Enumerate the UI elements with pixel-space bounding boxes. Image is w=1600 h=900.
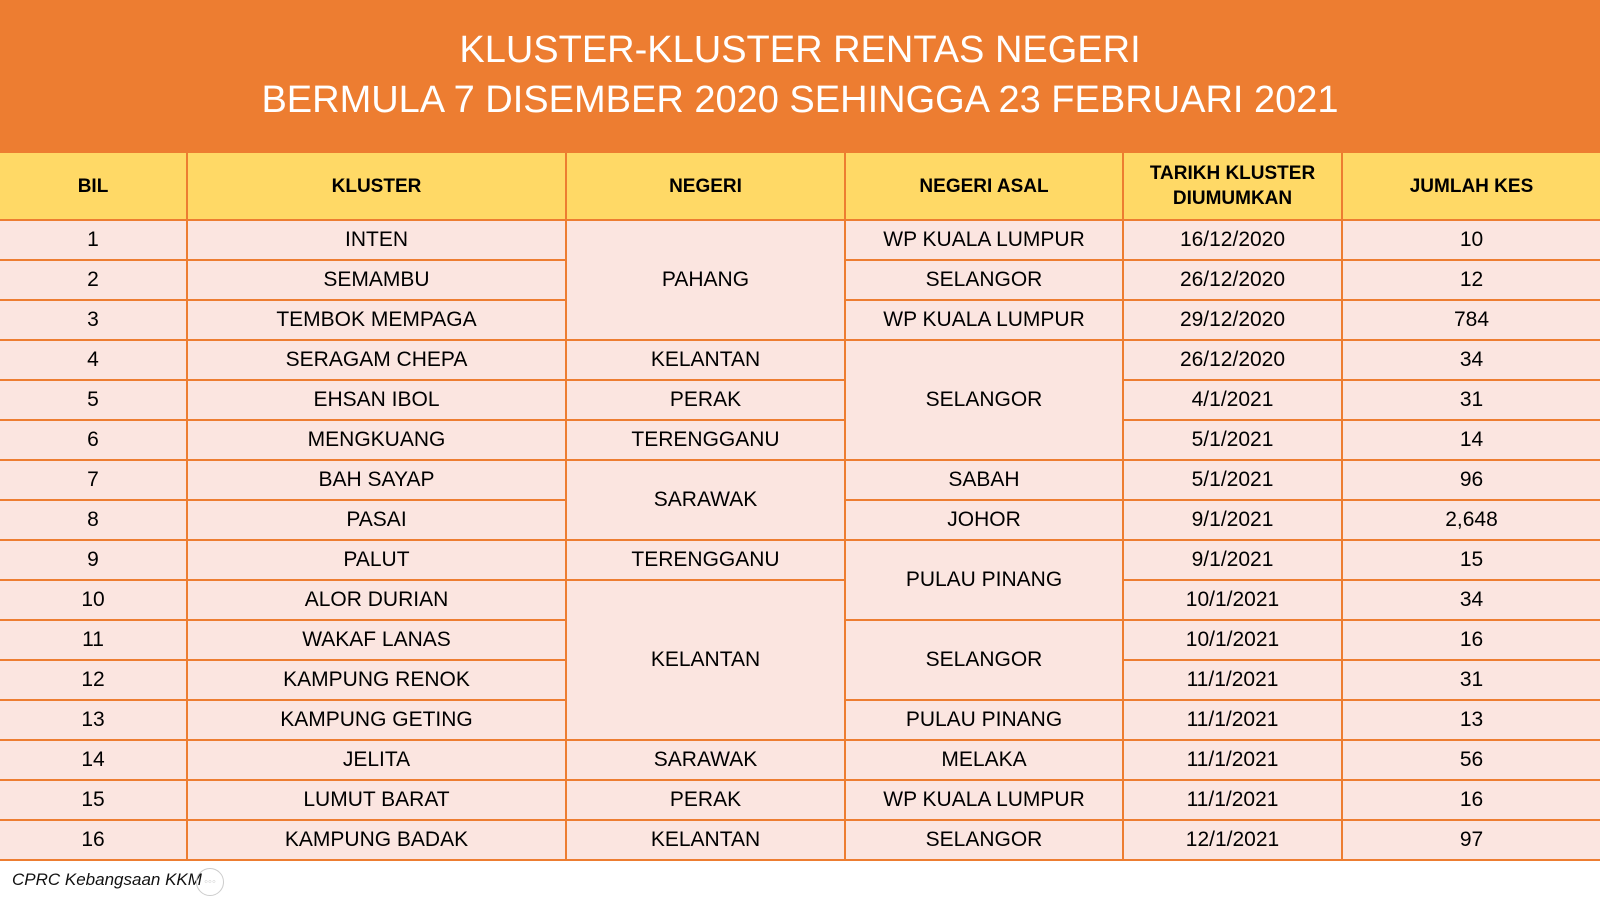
cell-negeri: KELANTAN (566, 820, 845, 860)
table-row (0, 460, 1600, 500)
cell-tarikh: 5/1/2021 (1123, 460, 1342, 500)
cell-kluster: SERAGAM CHEPA (187, 340, 566, 380)
table-row (0, 420, 1600, 460)
cell-bil: 11 (0, 620, 187, 660)
cluster-table (0, 151, 1600, 861)
cell-negeri: KELANTAN (566, 340, 845, 380)
cell-negeri: PAHANG (566, 220, 845, 340)
cell-tarikh: 10/1/2021 (1123, 620, 1342, 660)
cell-negeri-asal: SABAH (845, 460, 1123, 500)
cell-jumlah-kes: 34 (1342, 340, 1600, 380)
cell-negeri-asal: SELANGOR (845, 820, 1123, 860)
table-row (0, 780, 1600, 820)
cell-bil: 16 (0, 820, 187, 860)
cell-kluster: PASAI (187, 500, 566, 540)
cell-bil: 14 (0, 740, 187, 780)
cell-kluster: KAMPUNG BADAK (187, 820, 566, 860)
cell-jumlah-kes: 13 (1342, 700, 1600, 740)
cell-kluster: PALUT (187, 540, 566, 580)
cell-bil: 12 (0, 660, 187, 700)
cell-negeri: PERAK (566, 780, 845, 820)
cell-kluster: EHSAN IBOL (187, 380, 566, 420)
table-row (0, 540, 1600, 580)
cell-tarikh: 9/1/2021 (1123, 500, 1342, 540)
table-row (0, 340, 1600, 380)
cell-kluster: SEMAMBU (187, 260, 566, 300)
column-header-negeri-asal: NEGERI ASAL (845, 152, 1123, 220)
cell-bil: 10 (0, 580, 187, 620)
cell-negeri-asal: WP KUALA LUMPUR (845, 220, 1123, 260)
cell-tarikh: 9/1/2021 (1123, 540, 1342, 580)
cell-negeri: TERENGGANU (566, 420, 845, 460)
cell-jumlah-kes: 16 (1342, 620, 1600, 660)
table-row (0, 580, 1600, 620)
table-row (0, 380, 1600, 420)
cell-bil: 5 (0, 380, 187, 420)
column-header-tarikh (1123, 152, 1342, 220)
cell-negeri-asal: PULAU PINANG (845, 700, 1123, 740)
cell-jumlah-kes: 14 (1342, 420, 1600, 460)
cell-bil: 4 (0, 340, 187, 380)
cell-kluster: MENGKUANG (187, 420, 566, 460)
cell-tarikh: 11/1/2021 (1123, 700, 1342, 740)
table-row (0, 220, 1600, 260)
cell-tarikh: 5/1/2021 (1123, 420, 1342, 460)
cell-negeri-asal: WP KUALA LUMPUR (845, 300, 1123, 340)
cell-bil: 1 (0, 220, 187, 260)
cell-negeri: PERAK (566, 380, 845, 420)
cell-jumlah-kes: 15 (1342, 540, 1600, 580)
cell-kluster: BAH SAYAP (187, 460, 566, 500)
footer-watermark: ◦◦◦ (196, 868, 224, 896)
cell-negeri-asal: SELANGOR (845, 260, 1123, 300)
cell-negeri: TERENGGANU (566, 540, 845, 580)
title-line-2: BERMULA 7 DISEMBER 2020 SEHINGGA 23 FEBRUARI 2021 (261, 79, 1339, 121)
cell-jumlah-kes: 12 (1342, 260, 1600, 300)
cell-negeri-asal: JOHOR (845, 500, 1123, 540)
cell-jumlah-kes: 97 (1342, 820, 1600, 860)
cell-negeri-asal: MELAKA (845, 740, 1123, 780)
cell-jumlah-kes: 96 (1342, 460, 1600, 500)
title-banner (0, 0, 1600, 151)
cell-kluster: TEMBOK MEMPAGA (187, 300, 566, 340)
source-credit: CPRC Kebangsaan KKM (12, 870, 202, 889)
column-header-bil: BIL (0, 152, 187, 220)
column-header-jumlah-kes: JUMLAH KES (1342, 152, 1600, 220)
cell-tarikh: 12/1/2021 (1123, 820, 1342, 860)
cell-bil: 2 (0, 260, 187, 300)
cell-kluster: JELITA (187, 740, 566, 780)
cell-kluster: KAMPUNG GETING (187, 700, 566, 740)
cell-jumlah-kes: 16 (1342, 780, 1600, 820)
cell-negeri: SARAWAK (566, 460, 845, 540)
cell-negeri: SARAWAK (566, 740, 845, 780)
cell-tarikh: 29/12/2020 (1123, 300, 1342, 340)
cell-bil: 8 (0, 500, 187, 540)
column-header-tarikh-text: TARIKH KLUSTER DIUMUMKAN (1149, 163, 1316, 209)
cell-kluster: INTEN (187, 220, 566, 260)
cell-negeri-asal: SELANGOR (845, 620, 1123, 700)
cell-negeri-asal: WP KUALA LUMPUR (845, 780, 1123, 820)
cell-tarikh: 11/1/2021 (1123, 740, 1342, 780)
cell-negeri-asal: PULAU PINANG (845, 540, 1123, 620)
cell-jumlah-kes: 2,648 (1342, 500, 1600, 540)
cell-jumlah-kes: 784 (1342, 300, 1600, 340)
cell-jumlah-kes: 31 (1342, 380, 1600, 420)
cell-tarikh: 26/12/2020 (1123, 260, 1342, 300)
cell-tarikh: 26/12/2020 (1123, 340, 1342, 380)
cell-tarikh: 10/1/2021 (1123, 580, 1342, 620)
table-row (0, 740, 1600, 780)
cell-bil: 15 (0, 780, 187, 820)
cell-kluster: WAKAF LANAS (187, 620, 566, 660)
table-header-row (0, 152, 1600, 220)
cell-tarikh: 16/12/2020 (1123, 220, 1342, 260)
cell-tarikh: 4/1/2021 (1123, 380, 1342, 420)
cell-jumlah-kes: 34 (1342, 580, 1600, 620)
cell-tarikh: 11/1/2021 (1123, 780, 1342, 820)
cell-jumlah-kes: 31 (1342, 660, 1600, 700)
cell-kluster: ALOR DURIAN (187, 580, 566, 620)
cell-kluster: KAMPUNG RENOK (187, 660, 566, 700)
cell-negeri: KELANTAN (566, 580, 845, 740)
table-row (0, 820, 1600, 860)
title-line-1: KLUSTER-KLUSTER RENTAS NEGERI (459, 29, 1141, 71)
cell-bil: 6 (0, 420, 187, 460)
cell-bil: 13 (0, 700, 187, 740)
cell-bil: 9 (0, 540, 187, 580)
cell-bil: 7 (0, 460, 187, 500)
cell-tarikh: 11/1/2021 (1123, 660, 1342, 700)
cell-kluster: LUMUT BARAT (187, 780, 566, 820)
column-header-kluster: KLUSTER (187, 152, 566, 220)
cell-jumlah-kes: 56 (1342, 740, 1600, 780)
column-header-negeri: NEGERI (566, 152, 845, 220)
cell-negeri-asal: SELANGOR (845, 340, 1123, 460)
cell-bil: 3 (0, 300, 187, 340)
cell-jumlah-kes: 10 (1342, 220, 1600, 260)
